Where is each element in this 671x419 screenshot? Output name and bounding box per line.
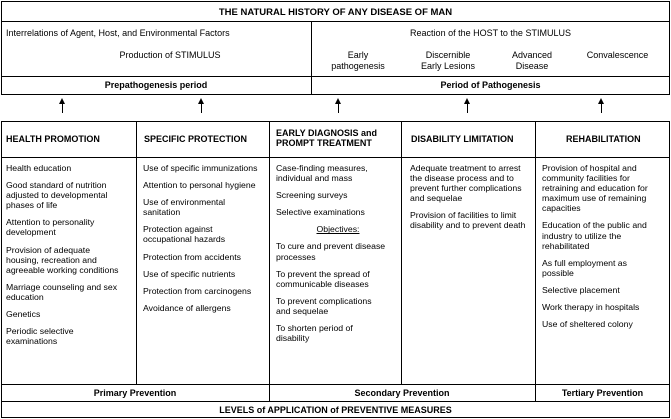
list-item: Education of the public and industry to utilize the rehabilitated — [542, 220, 647, 251]
footer-divider — [1, 401, 670, 402]
production-text: Production of STIMULUS — [119, 50, 221, 60]
specific-protection-list — [143, 163, 267, 320]
list-item: Selective examinations — [276, 207, 365, 218]
primary-prevention-label: Primary Prevention — [93, 388, 177, 398]
header-divider — [1, 157, 670, 158]
header-disability-limitation: DISABILITY LIMITATION — [411, 134, 514, 144]
header-rehabilitation: REHABILITATION — [566, 134, 641, 144]
stage-convalescence: Convalescence — [586, 50, 649, 60]
column-divider — [535, 121, 536, 401]
list-item: To prevent the spread of communicable diseases — [276, 268, 370, 289]
reaction-text: Reaction of the HOST to the STIMULUS — [410, 28, 571, 38]
interrelations-text: Interrelations of Agent, Host, and Environmental Factors — [6, 28, 230, 38]
list-item: Protection from accidents — [143, 251, 242, 262]
list-item: Use of specific nutrients — [143, 268, 236, 279]
list-item: Case-finding measures, individual and mass — [276, 163, 368, 184]
levels-footer: LEVELS of APPLICATION of PREVENTIVE MEASURES — [219, 405, 452, 415]
list-item: Protection from carcinogens — [143, 285, 252, 296]
list-item: As full employment as possible — [542, 257, 627, 278]
list-item: Use of sheltered colony — [542, 319, 633, 330]
tertiary-prevention-label: Tertiary Prevention — [561, 388, 644, 398]
list-item: Attention to personal hygiene — [143, 180, 256, 191]
prevention-divider — [1, 384, 670, 385]
objectives-label: Objectives: — [316, 224, 360, 235]
column-divider — [269, 121, 270, 401]
title-divider — [1, 21, 670, 22]
column-divider — [401, 121, 402, 384]
list-item: Screening surveys — [276, 190, 348, 201]
list-item: Protection against occupational hazards — [143, 224, 226, 245]
stage-early-pathogenesis: Early pathogenesis — [331, 50, 385, 71]
list-item: Health education — [6, 163, 72, 173]
pathogenesis-label: Period of Pathogenesis — [440, 80, 541, 90]
list-item: Periodic selective examinations — [6, 326, 74, 347]
list-item: To prevent complications and sequelae — [276, 295, 372, 316]
prepathogenesis-label: Prepathogenesis period — [104, 80, 208, 90]
header-early-diagnosis: EARLY DIAGNOSIS and PROMPT TREATMENT — [276, 128, 378, 149]
list-item: Provision of facilities to limit disability and to prevent death — [410, 210, 526, 231]
header-specific-protection: SPECIFIC PROTECTION — [144, 134, 248, 144]
list-item: Genetics — [6, 309, 41, 320]
disability-limitation-list — [410, 163, 534, 238]
list-item: Provision of hospital and community facilities for retraining and education for maximum use of remaining capacities — [542, 163, 648, 214]
health-promotion-list — [6, 163, 134, 353]
stage-early-lesions: Discernible Early Lesions — [420, 50, 476, 71]
list-item: Use of environmental sanitation — [143, 197, 226, 218]
list-item: Selective placement — [542, 284, 620, 295]
diagram-title: THE NATURAL HISTORY OF ANY DISEASE OF MAN — [218, 7, 453, 18]
early-diagnosis-list — [276, 163, 400, 350]
period-divider — [1, 76, 670, 77]
list-item: Good standard of nutrition adjusted to developmental phases of life — [6, 180, 108, 211]
list-item: To cure and prevent disease processes — [276, 241, 386, 262]
list-item: Work therapy in hospitals — [542, 302, 640, 313]
list-item: Attention to personality development — [6, 217, 95, 238]
list-item: Avoidance of allergens — [143, 302, 231, 313]
secondary-prevention-label: Secondary Prevention — [354, 388, 450, 398]
list-item: Adequate treatment to arrest the disease process and to prevent further complications and sequelae — [410, 163, 522, 204]
rehabilitation-list — [542, 163, 669, 336]
header-health-promotion: HEALTH PROMOTION — [6, 134, 100, 144]
column-divider — [136, 121, 137, 384]
list-item: To shorten period of disability — [276, 323, 353, 344]
list-item: Marriage counseling and sex education — [6, 281, 118, 302]
list-item: Provision of adequate housing, recreation and agreeable working conditions — [6, 244, 119, 275]
stage-advanced-disease: Advanced Disease — [511, 50, 553, 71]
list-item: Use of specific immunizations — [143, 163, 258, 173]
